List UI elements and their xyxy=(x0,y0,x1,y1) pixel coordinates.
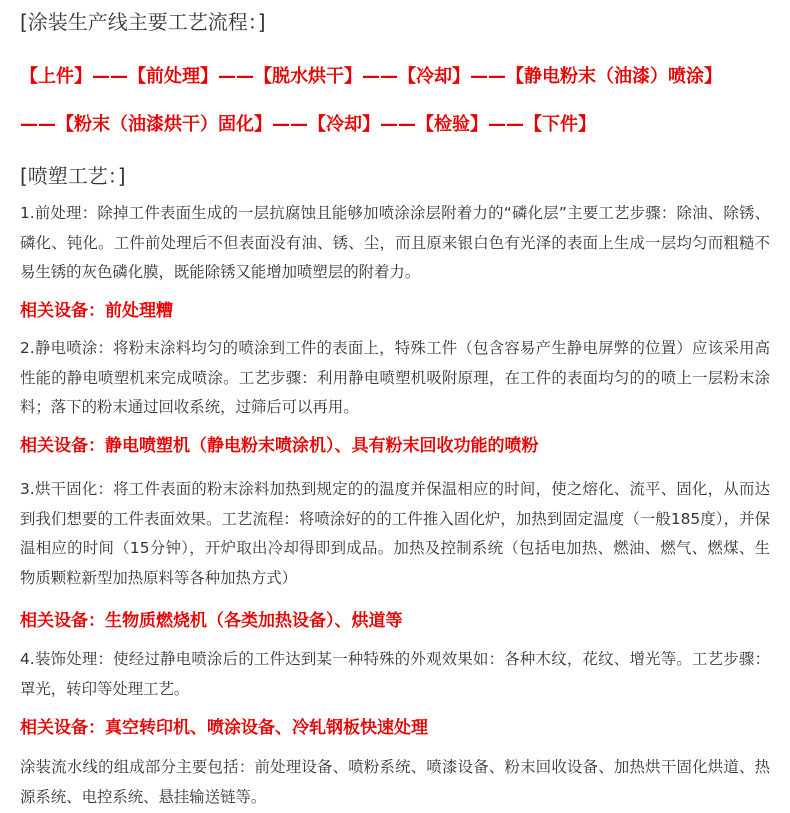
section-electrostatic-equipment: 相关设备：静电喷塑机（静电粉末喷涂机）、具有粉末回收功能的喷粉 xyxy=(20,436,539,456)
section-electrostatic-text: 2.静电喷涂：将粉末涂料均匀的喷涂到工件的表面上，特殊工件（包含容易产生静电屏弊的位置）应该采用高性能的静电喷塑机来完成喷涂。工艺步骤：利用静电喷塑机吸附原理，在工件的表面均匀的的喷上一层粉末涂料；落下的粉末通过回收系统，过筛后可以再用。 xyxy=(20,339,770,416)
spray-process-heading: [喷塑工艺：] xyxy=(20,164,126,188)
section-curing-equipment: 相关设备：生物质燃烧机（各类加热设备）、烘道等 xyxy=(20,611,403,631)
process-flow-line-1: 【上件】——【前处理】——【脱水烘干】——【冷却】——【静电粉末（油漆）喷涂】 xyxy=(20,66,722,87)
section-decoration-equipment: 相关设备：真空转印机、喷涂设备、冷轧钢板快速处理 xyxy=(20,718,428,738)
section-decoration-text: 4.装饰处理：使经过静电喷涂后的工件达到某一种特殊的外观效果如：各种木纹，花纹、增光等。工艺步骤：罩光，转印等处理工艺。 xyxy=(20,650,770,698)
process-flow-heading: [涂装生产线主要工艺流程：] xyxy=(20,10,266,34)
section-pretreatment-text: 1.前处理：除掉工件表面生成的一层抗腐蚀且能够加喷涂涂层附着力的“磷化层”主要工艺步骤：除油、除锈、磷化、钝化。工件前处理后不但表面没有油、锈、尘，而且原来银白色有光泽的表面上生成一层均匀而粗糙不易生锈的灰色磷化膜，既能除锈又能增加喷塑层的附着力。 xyxy=(20,204,770,281)
section-pretreatment-equipment: 相关设备：前处理糟 xyxy=(20,301,173,321)
process-flow-line-2: ——【粉末（油漆烘干）固化】——【冷却】——【检验】——【下件】 xyxy=(20,114,596,135)
section-curing-text: 3.烘干固化：将工件表面的粉末涂料加热到规定的的温度并保温相应的时间，使之熔化、流平、固化，从而达到我们想要的工件表面效果。工艺流程：将喷涂好的的工件推入固化炉，加热到固定温度（一般185度），并保温相应的时间（15分钟），开炉取出冷却得即到成品。加热及控制系统（包括电加热、燃油、燃气、燃煤、生物质颗粒新型加热原料等各种加热方式） xyxy=(20,480,770,587)
summary-text: 涂装流水线的组成部分主要包括：前处理设备、喷粉系统、喷漆设备、粉末回收设备、加热烘干固化烘道、热源系统、电控系统、悬挂输送链等。 xyxy=(20,758,770,806)
